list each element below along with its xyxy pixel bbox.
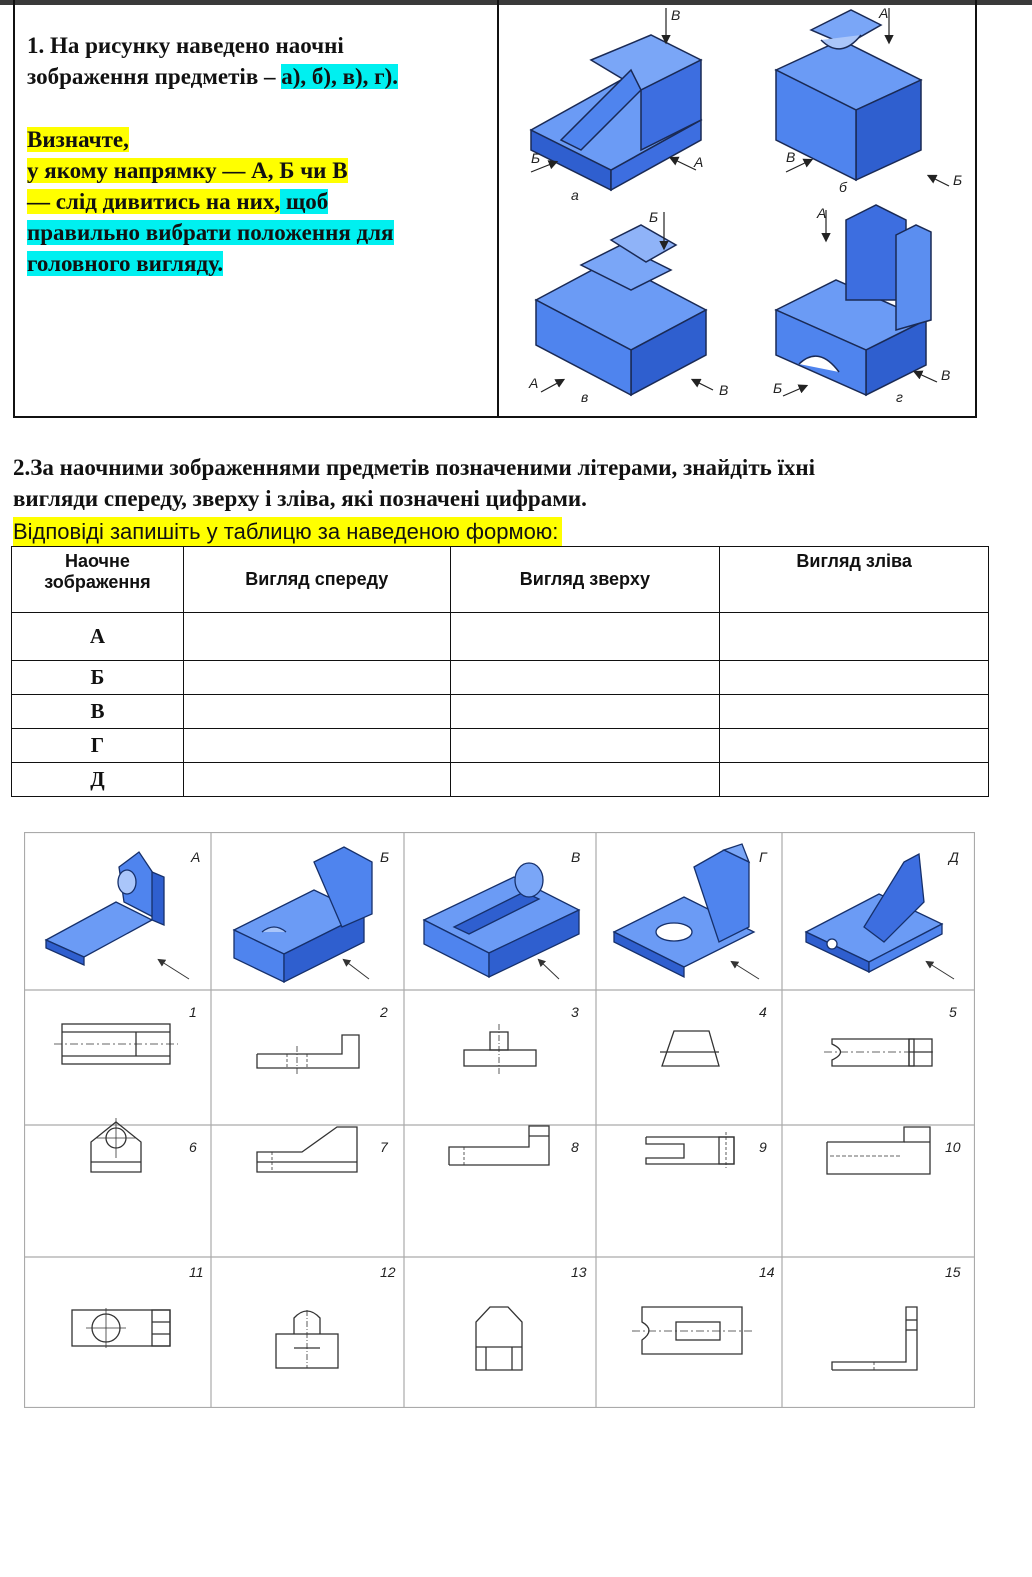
task1-choose1-text: правильно вибрати положення для bbox=[27, 220, 394, 245]
task1-look-a: — слід дивитись на них, bbox=[27, 189, 281, 214]
task1-look bbox=[27, 186, 487, 217]
task2-note: Відповіді запишіть у таблицю за наведеною формою: bbox=[13, 517, 562, 547]
table-row bbox=[12, 695, 989, 729]
task1-choose2 bbox=[27, 248, 487, 279]
fig-g-arrow-b bbox=[783, 386, 806, 396]
figure-b bbox=[776, 10, 921, 180]
answer-cell-front[interactable] bbox=[183, 729, 450, 763]
answer-cell-front[interactable] bbox=[183, 613, 450, 661]
header-front-view: Вигляд спереду bbox=[183, 547, 450, 613]
object-g-label: Г bbox=[759, 849, 767, 865]
object-b-label: Б bbox=[380, 849, 390, 865]
task1-choose1 bbox=[27, 217, 487, 248]
task1-line2-highlight: а), б), в), г). bbox=[281, 64, 399, 89]
fig-g-dir-b: Б bbox=[773, 380, 783, 396]
fig-g-arrow-v bbox=[915, 372, 937, 382]
fig-b-dir-b: Б bbox=[953, 172, 963, 188]
fig-v-dir-v: В bbox=[719, 382, 729, 398]
answer-cell-top[interactable] bbox=[450, 661, 720, 695]
table-row bbox=[12, 613, 989, 661]
view-3 bbox=[464, 1024, 536, 1074]
object-v-label: В bbox=[571, 849, 581, 865]
task1-frame bbox=[13, 0, 977, 418]
answer-cell-top[interactable] bbox=[450, 613, 720, 661]
object-g bbox=[614, 844, 754, 977]
view-4 bbox=[660, 1031, 719, 1066]
fig-a-arrow-a bbox=[671, 158, 696, 170]
task1-line2 bbox=[27, 61, 487, 92]
table-row bbox=[12, 661, 989, 695]
fig-b-dir-v: В bbox=[786, 149, 796, 165]
answer-cell-front[interactable] bbox=[183, 763, 450, 797]
view-7 bbox=[257, 1127, 357, 1172]
view-8 bbox=[449, 1126, 549, 1165]
task2-question-line1: 2.За наочними зображеннями предметів позначеними літерами, знайдіть їхні bbox=[13, 455, 816, 480]
object-d bbox=[806, 854, 942, 972]
answer-cell-front[interactable] bbox=[183, 661, 450, 695]
task1-define-text: Визначте, bbox=[27, 127, 129, 152]
task1-line1: 1. На рисунку наведено наочні bbox=[27, 33, 344, 58]
task1-figures bbox=[501, 0, 977, 416]
view-14 bbox=[632, 1307, 752, 1354]
view-13 bbox=[476, 1307, 522, 1370]
object-b-arrow bbox=[344, 960, 369, 979]
view-1-label: 1 bbox=[189, 1004, 197, 1020]
object-b bbox=[234, 847, 372, 982]
view-11 bbox=[72, 1308, 170, 1348]
figure-g bbox=[776, 205, 931, 395]
row-label: Д bbox=[12, 763, 184, 797]
table-row bbox=[12, 729, 989, 763]
object-v bbox=[424, 863, 579, 977]
view-6 bbox=[91, 1118, 141, 1172]
view-14-label: 14 bbox=[759, 1264, 775, 1280]
fig-v-label: в bbox=[581, 389, 589, 405]
answer-cell-left[interactable] bbox=[720, 695, 989, 729]
task1-choose2-text: головного вигляду. bbox=[27, 251, 224, 276]
view-9-label: 9 bbox=[759, 1139, 767, 1155]
view-11-label: 11 bbox=[189, 1264, 204, 1280]
object-v-arrow bbox=[539, 960, 559, 979]
table-row bbox=[12, 763, 989, 797]
view-13-label: 13 bbox=[571, 1264, 587, 1280]
fig-v-dir-b: Б bbox=[649, 209, 659, 225]
answer-cell-left[interactable] bbox=[720, 729, 989, 763]
fig-g-dir-v: В bbox=[941, 367, 951, 383]
row-label: Б bbox=[12, 661, 184, 695]
object-a-arrow bbox=[159, 960, 189, 979]
answer-cell-left[interactable] bbox=[720, 613, 989, 661]
answer-cell-top[interactable] bbox=[450, 763, 720, 797]
answer-cell-front[interactable] bbox=[183, 695, 450, 729]
view-5 bbox=[824, 1039, 936, 1066]
view-2-label: 2 bbox=[380, 1004, 388, 1020]
answers-table bbox=[11, 546, 989, 797]
task2-question bbox=[13, 452, 1013, 514]
task2-question-line2: вигляди спереду, зверху і зліва, які позначені цифрами. bbox=[13, 486, 587, 511]
fig-b-arrow-b bbox=[929, 176, 949, 186]
fig-a-dir-b: Б bbox=[531, 150, 541, 166]
view-15 bbox=[832, 1307, 917, 1370]
view-2 bbox=[257, 1035, 359, 1076]
answers-header-row bbox=[12, 547, 989, 613]
row-label: А bbox=[12, 613, 184, 661]
fig-g-label: г bbox=[896, 389, 903, 405]
view-8-label: 8 bbox=[571, 1139, 579, 1155]
task1-define bbox=[27, 124, 487, 155]
view-7-label: 7 bbox=[380, 1139, 388, 1155]
view-9 bbox=[646, 1132, 734, 1168]
view-10 bbox=[827, 1127, 930, 1174]
fig-b-dir-a: А bbox=[879, 5, 889, 21]
object-g-arrow bbox=[732, 962, 759, 979]
view-6-label: 6 bbox=[189, 1139, 197, 1155]
fig-a-label: а bbox=[571, 187, 579, 203]
view-12 bbox=[276, 1310, 338, 1368]
header-top-view: Вигляд зверху bbox=[450, 547, 720, 613]
task1-look-b: щоб bbox=[280, 189, 329, 214]
fig-b-label: б bbox=[839, 179, 847, 195]
view-1 bbox=[54, 1024, 178, 1064]
row-label: В bbox=[12, 695, 184, 729]
header-left-view: Вигляд зліва bbox=[720, 547, 989, 613]
view-10-label: 10 bbox=[945, 1139, 961, 1155]
task1-divider bbox=[497, 0, 499, 416]
view-4-label: 4 bbox=[759, 1004, 767, 1020]
object-a-label: А bbox=[191, 849, 201, 865]
answer-cell-left[interactable] bbox=[720, 661, 989, 695]
task1-line2-plain: зображення предметів – bbox=[27, 64, 282, 89]
view-12-label: 12 bbox=[380, 1264, 396, 1280]
fig-a-dir-a: А bbox=[694, 154, 704, 170]
fig-v-arrow-v bbox=[693, 380, 713, 390]
fig-a-dir-v: В bbox=[671, 7, 681, 23]
views-grid bbox=[24, 832, 975, 1408]
figure-a bbox=[531, 35, 704, 190]
view-3-label: 3 bbox=[571, 1004, 579, 1020]
task1-direction-text: у якому напрямку — А, Б чи В bbox=[27, 158, 348, 183]
answer-cell-top[interactable] bbox=[450, 729, 720, 763]
view-5-label: 5 bbox=[949, 1004, 957, 1020]
fig-v-arrow-a bbox=[541, 380, 563, 392]
object-a bbox=[46, 852, 164, 965]
view-15-label: 15 bbox=[945, 1264, 961, 1280]
figure-v bbox=[536, 225, 706, 395]
answer-cell-left[interactable] bbox=[720, 763, 989, 797]
task1-text bbox=[27, 30, 487, 279]
answer-cell-top[interactable] bbox=[450, 695, 720, 729]
fig-v-dir-a: А bbox=[529, 375, 539, 391]
row-label: Г bbox=[12, 729, 184, 763]
header-visual-image: Наочне зображення bbox=[12, 547, 184, 613]
object-d-arrow bbox=[927, 962, 954, 979]
fig-g-dir-a: А bbox=[817, 205, 827, 221]
object-d-label: Д bbox=[949, 849, 959, 865]
task1-direction bbox=[27, 155, 487, 186]
